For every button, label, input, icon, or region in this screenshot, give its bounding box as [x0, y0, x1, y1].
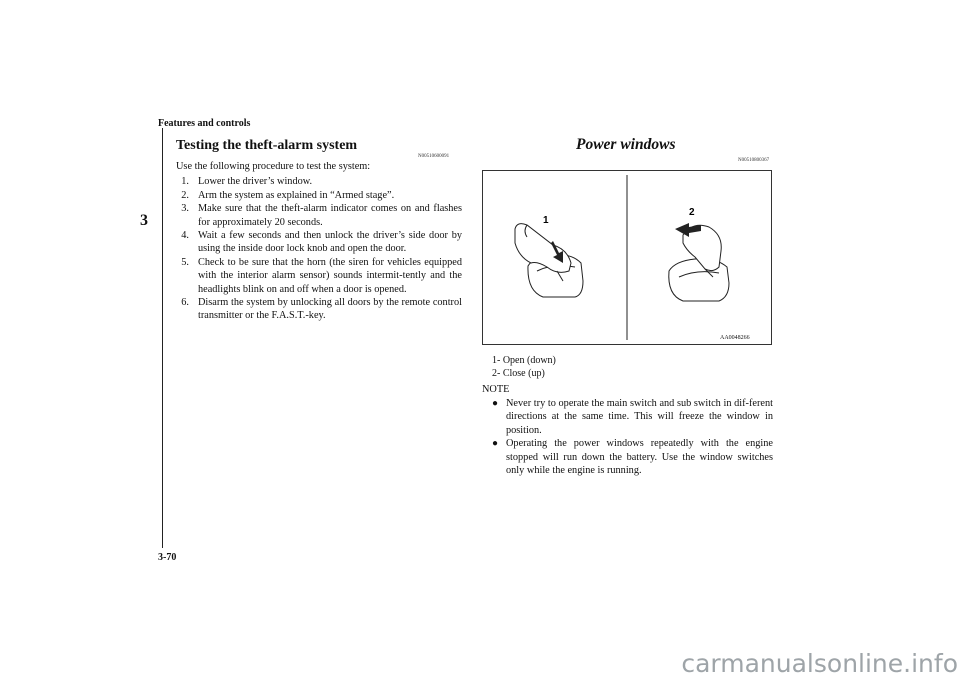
step-item — [176, 229, 462, 256]
note-label: NOTE — [482, 384, 510, 395]
power-windows-code: N00510800367 — [738, 158, 770, 163]
step-number: 1. — [181, 176, 189, 188]
step-text: Wait a few seconds and then unlock the driver’s side door by using the inside door lock knob and open the door. — [198, 230, 462, 255]
step-text: Make sure that the theft-alarm indicator comes on and flashes for approximately 20 seconds. — [198, 203, 462, 228]
note-text: Never try to operate the main switch and sub switch in dif-ferent directions at the same time. This will freeze the window in position. — [506, 398, 773, 436]
figure-label-1: 1 — [543, 215, 549, 226]
chapter-tab-number: 3 — [140, 212, 148, 229]
step-number: 5. — [181, 256, 189, 268]
watermark: carmanualsonline.info — [681, 649, 958, 678]
theft-alarm-intro: Use the following procedure to test the system: — [176, 161, 371, 172]
step-item — [176, 202, 462, 229]
step-item — [176, 175, 462, 188]
caption-open: 1- Open (down) — [492, 355, 556, 366]
theft-alarm-code: N00510600091 — [418, 154, 450, 159]
bullet-icon: ● — [492, 438, 499, 450]
figure-label-2: 2 — [689, 207, 695, 218]
step-text: Arm the system as explained in “Armed stage”. — [198, 189, 395, 201]
power-window-switch-illustration — [482, 170, 772, 345]
step-item — [176, 296, 462, 323]
note-text: Operating the power windows repeatedly with the engine stopped will run down the battery. Use the window switches only while the engine is running. — [506, 438, 773, 477]
step-text: Lower the driver’s window. — [198, 176, 313, 188]
figure-code: AA0048266 — [720, 335, 750, 341]
switch-open-icon — [515, 224, 583, 297]
step-number: 3. — [181, 203, 189, 215]
theft-alarm-steps — [176, 175, 462, 322]
switch-close-icon — [669, 225, 729, 301]
bullet-icon: ● — [492, 398, 499, 409]
power-windows-title: Power windows — [576, 136, 676, 153]
note-list — [492, 397, 773, 477]
section-header: Features and controls — [158, 118, 251, 129]
step-number: 6. — [181, 297, 189, 309]
step-item — [176, 189, 462, 202]
page-number: 3-70 — [158, 552, 177, 563]
caption-close: 2- Close (up) — [492, 368, 545, 379]
theft-alarm-title: Testing the theft-alarm system — [176, 138, 358, 153]
step-number: 2. — [181, 189, 189, 201]
step-number: 4. — [181, 230, 189, 242]
step-text: Disarm the system by unlocking all doors by the remote control transmitter or the F.A.S.T.-key. — [198, 297, 462, 322]
note-item — [492, 437, 773, 477]
step-item — [176, 256, 462, 296]
figure-captions — [492, 354, 556, 380]
theft-alarm-section — [176, 160, 462, 323]
step-text: Check to be sure that the horn (the siren for vehicles equipped with the interior alarm sensor) sounds intermit-tently and the headlights blink on and off when a door is opened. — [198, 256, 462, 295]
chapter-tab-divider — [138, 128, 163, 548]
note-item — [492, 397, 773, 437]
